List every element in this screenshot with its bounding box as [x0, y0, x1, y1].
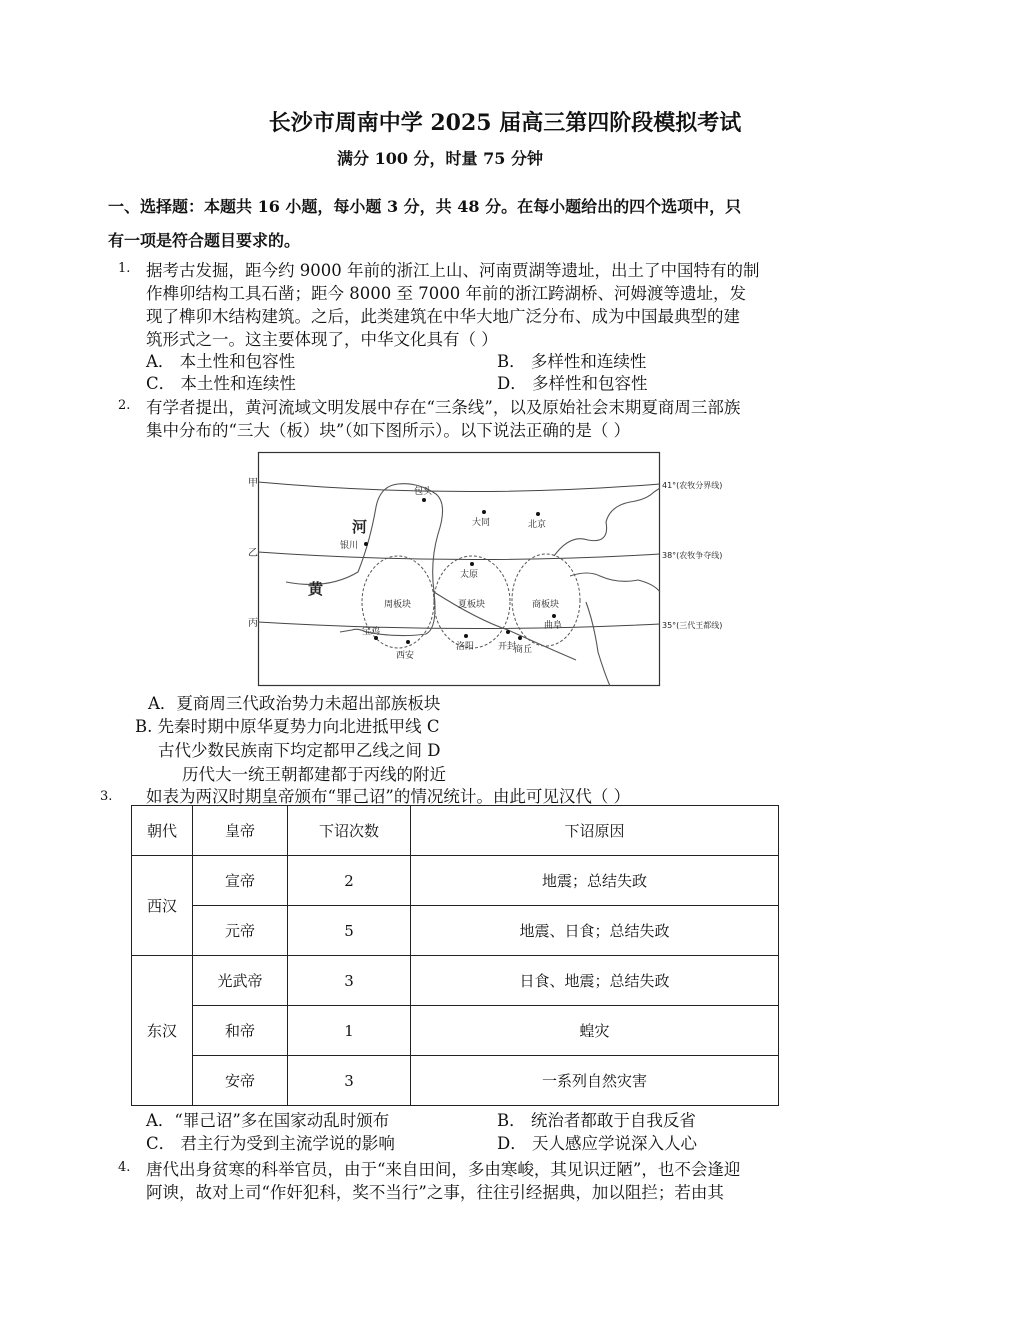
- q2-stem-line: 集中分布的“三大（板）块”（如下图所示）。以下说法正确的是（ ）: [146, 421, 631, 440]
- zuijizhao-table: [131, 805, 779, 1106]
- q1-number: 1.: [118, 261, 131, 276]
- emperor-cell: 宣帝: [193, 856, 288, 906]
- dynasty-cell: 西汉: [132, 856, 193, 956]
- table-header: 下诏次数: [288, 806, 411, 856]
- count-cell: 2: [288, 856, 411, 906]
- table-header: 下诏原因: [411, 806, 779, 856]
- line-label-38: 38°(农牧争夺线): [662, 551, 723, 560]
- table-row: [132, 956, 779, 1006]
- city-label-baotou: 包头: [414, 487, 433, 497]
- city-dot: [518, 636, 522, 640]
- q4-stem-line: 阿谀，故对上司“作奸犯科，奖不当行”之事，往往引经据典，加以阻拦；若由其: [146, 1183, 724, 1202]
- emperor-cell: 元帝: [193, 906, 288, 956]
- table-row: [132, 1056, 779, 1106]
- city-label-beijing: 北京: [528, 520, 547, 530]
- city-label-kaifeng: 开封: [498, 642, 517, 652]
- emperor-cell: 安帝: [193, 1056, 288, 1106]
- q3-number: 3.: [100, 789, 113, 804]
- table-row: [132, 856, 779, 906]
- q1-option-a[interactable]: A． 本土性和包容性: [146, 352, 296, 371]
- q1-stem-line: 据考古发掘，距今约 9000 年前的浙江上山、河南贾湖等遗址，出土了中国特有的制: [146, 261, 760, 280]
- city-dot: [536, 512, 540, 516]
- city-dot: [506, 630, 510, 634]
- city-label-qufu: 曲阜: [544, 621, 563, 631]
- q1-option-c[interactable]: C． 本土性和连续性: [146, 374, 296, 393]
- emperor-cell: 和帝: [193, 1006, 288, 1056]
- city-dot: [364, 542, 368, 546]
- q1-stem-line: 筑形式之一。这主要体现了，中华文化具有（ ）: [146, 330, 498, 349]
- block-label-shang: 商板块: [532, 600, 560, 610]
- city-label-shangqiu: 商丘: [514, 645, 533, 655]
- q3-option-a[interactable]: A．“罪己诏”多在国家动乱时颁布: [146, 1111, 390, 1130]
- city-label-luoyang: 洛阳: [456, 642, 475, 652]
- q1-stem-line: 作榫卯结构工具石凿；距今 8000 至 7000 年前的浙江跨湖桥、河姆渡等遗址，发: [146, 284, 746, 303]
- city-label-taiyuan: 太原: [460, 570, 479, 580]
- q2-option-a[interactable]: A．夏商周三代政治势力未超出部族板块: [148, 694, 441, 713]
- city-dot: [422, 498, 426, 502]
- table-header: 皇帝: [193, 806, 288, 856]
- row-label-jia: 甲: [248, 478, 258, 489]
- count-cell: 3: [288, 1056, 411, 1106]
- reason-cell: 地震；总结失政: [411, 856, 779, 906]
- table-row: [132, 1006, 779, 1056]
- three-blocks-map: [248, 452, 723, 686]
- city-label-baoji: 宝鸡: [362, 627, 381, 637]
- reason-cell: 日食、地震；总结失政: [411, 956, 779, 1006]
- line-label-41: 41°(农牧分界线): [662, 481, 723, 490]
- q4-number: 4.: [118, 1160, 131, 1175]
- q2-option-c[interactable]: 古代少数民族南下均定都甲乙线之间 D: [158, 741, 441, 760]
- count-cell: 5: [288, 906, 411, 956]
- line-label-35: 35°(三代王都线): [662, 621, 723, 630]
- table-header-row: [132, 806, 779, 856]
- city-dot: [552, 614, 556, 618]
- q2-option-b[interactable]: B. 先秦时期中原华夏势力向北进抵甲线 C: [135, 717, 440, 736]
- city-dot: [482, 510, 486, 514]
- count-cell: 3: [288, 956, 411, 1006]
- emperor-cell: 光武帝: [193, 956, 288, 1006]
- block-label-zhou: 周板块: [384, 600, 412, 610]
- table-row: [132, 906, 779, 956]
- city-label-datong: 大同: [472, 518, 491, 528]
- river-label-huang: 黄: [308, 580, 324, 598]
- q3-option-b[interactable]: B． 统治者都敢于自我反省: [497, 1111, 696, 1130]
- row-label-bing: 丙: [248, 618, 258, 629]
- block-label-xia: 夏板块: [458, 600, 486, 610]
- block-labels: [384, 598, 559, 610]
- q1-option-d[interactable]: D． 多样性和包容性: [497, 374, 648, 393]
- river-label-he: 河: [352, 518, 368, 536]
- table-header: 朝代: [132, 806, 193, 856]
- exam-title: 长沙市周南中学 2025 届高三第四阶段模拟考试: [268, 110, 742, 136]
- q3-option-c[interactable]: C． 君主行为受到主流学说的影响: [146, 1134, 395, 1153]
- count-cell: 1: [288, 1006, 411, 1056]
- row-label-yi: 乙: [248, 548, 258, 559]
- city-dot: [464, 634, 468, 638]
- reason-cell: 蝗灾: [411, 1006, 779, 1056]
- q2-stem-line: 有学者提出，黄河流域文明发展中存在“三条线”，以及原始社会末期夏商周三部族: [146, 398, 741, 417]
- q1-option-b[interactable]: B． 多样性和连续性: [497, 352, 647, 371]
- q1-stem-line: 现了榫卯木结构建筑。之后，此类建筑在中华大地广泛分布、成为中国最典型的建: [146, 307, 740, 326]
- section-heading-line2: 有一项是符合题目要求的。: [108, 231, 301, 250]
- q3-stem: 如表为两汉时期皇帝颁布“罪己诏”的情况统计。由此可见汉代（ ）: [146, 787, 631, 806]
- q2-option-d[interactable]: 历代大一统王朝都建都于丙线的附近: [182, 765, 446, 784]
- reason-cell: 地震、日食；总结失政: [411, 906, 779, 956]
- dynasty-cell: 东汉: [132, 956, 193, 1106]
- section-heading-line1: 一、选择题：本题共 16 小题，每小题 3 分，共 48 分。在每小题给出的四个选项中，只: [108, 197, 742, 216]
- city-label-xian: 西安: [396, 651, 415, 661]
- reason-cell: 一系列自然灾害: [411, 1056, 779, 1106]
- city-dot: [406, 640, 410, 644]
- city-dot: [470, 562, 474, 566]
- q4-stem-line: 唐代出身贫寒的科举官员，由于“来自田间，多由寒峻，其见识迂陋”，也不会逢迎: [146, 1160, 741, 1179]
- q3-option-d[interactable]: D． 天人感应学说深入人心: [497, 1134, 697, 1153]
- q2-number: 2.: [118, 398, 131, 413]
- exam-subtitle: 满分 100 分，时量 75 分钟: [337, 149, 543, 168]
- city-label-yinchuan: 银川: [340, 541, 359, 551]
